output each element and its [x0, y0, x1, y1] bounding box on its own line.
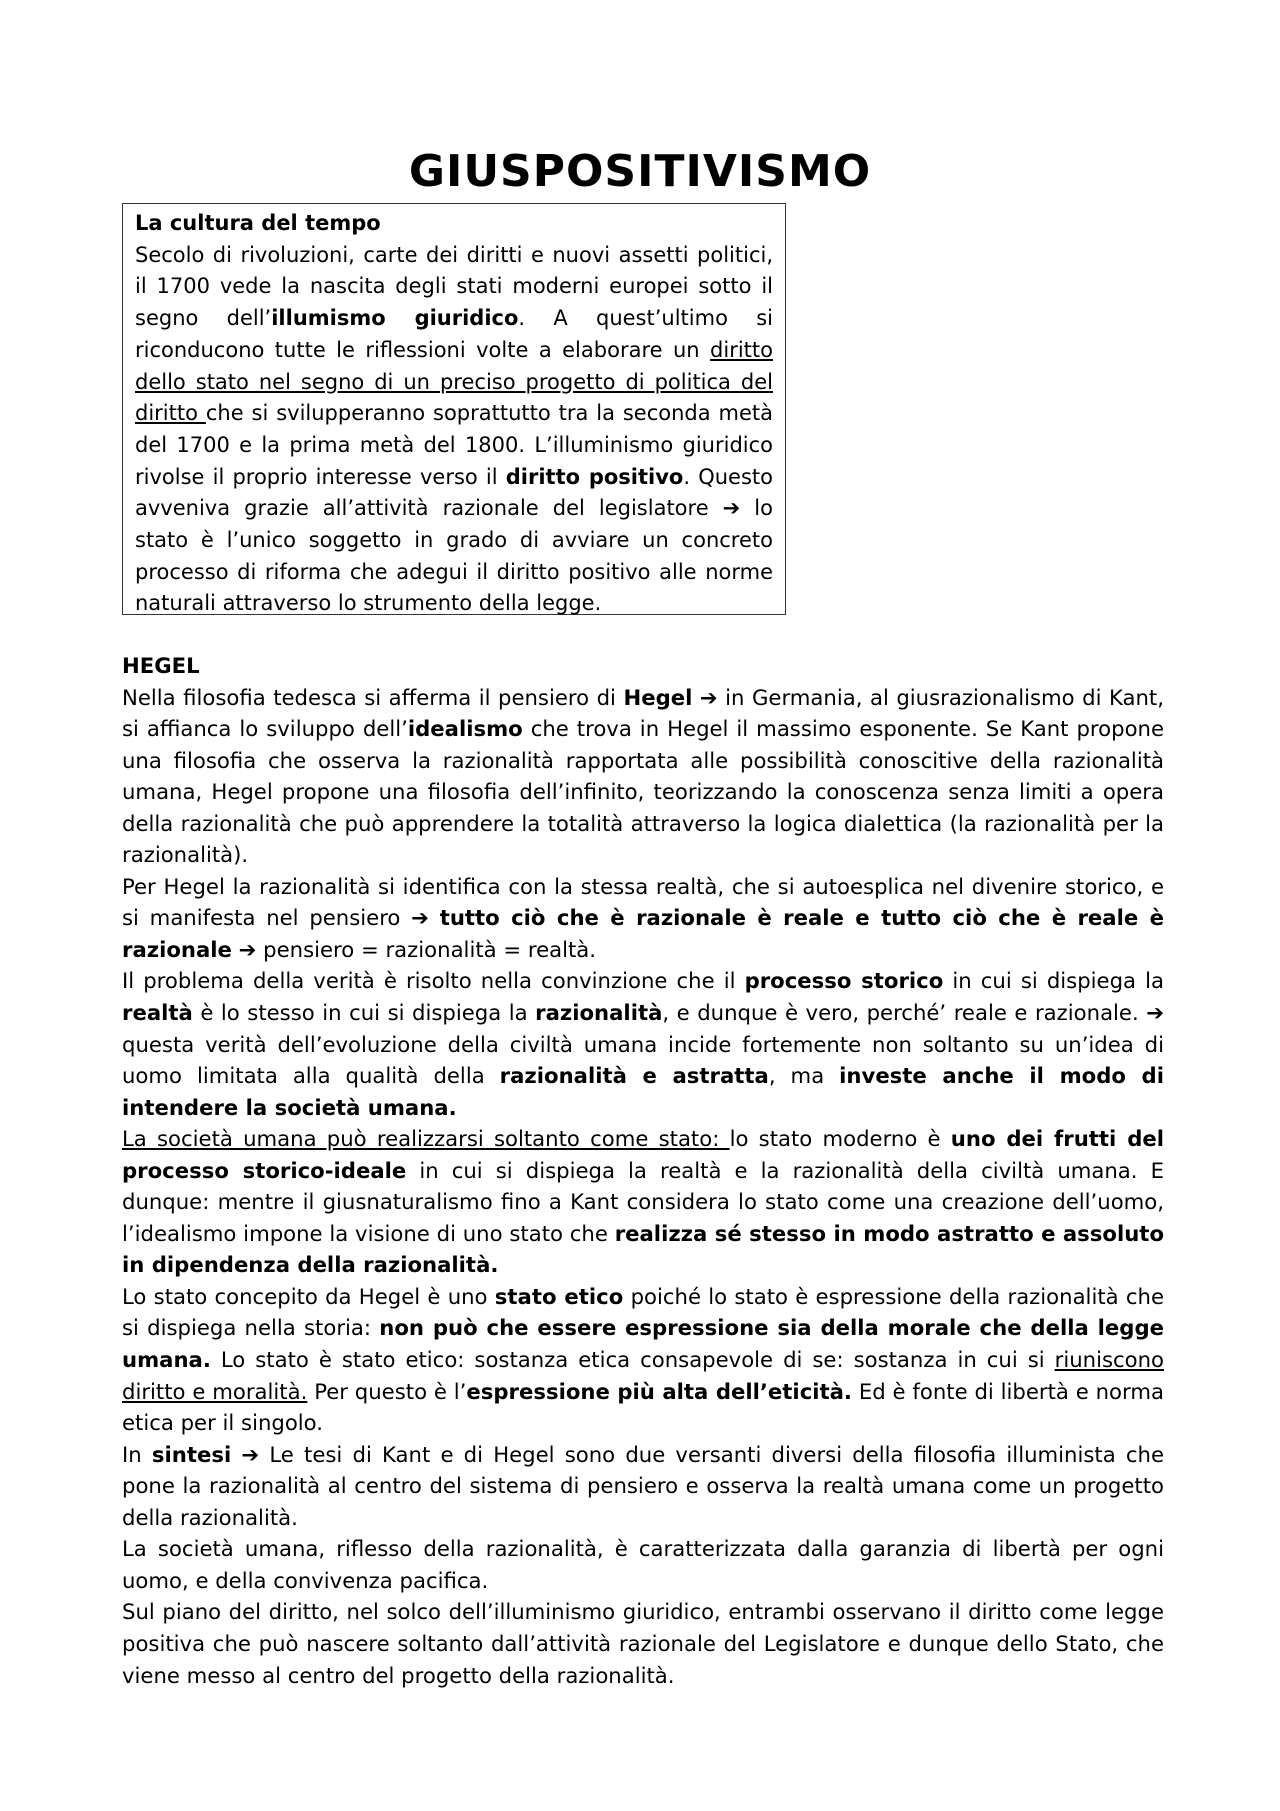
paragraph: Lo stato concepito da Hegel è uno stato etico poiché lo stato è espressione della razionalità che si dispiega nella storia: non può che essere espressione sia della morale che della legge umana. Lo stato è stato etico: sostanza etica consapevole di se: sostanza in cui si riuniscono diritto e moralità. Per questo è l’espressione più alta dell’eticità. Ed è fonte di libertà e norma etica per il singolo. [122, 1283, 1164, 1436]
arrow-right-icon: ➔ [722, 496, 741, 521]
document-title: GIUSPOSITIVISMO [408, 146, 872, 197]
paragraph: Nella filosofia tedesca si afferma il pensiero di Hegel ➔ in Germania, al giusrazionalismo di Kant, si affianca lo sviluppo dell’idealismo che trova in Hegel il massimo esponente. Se Kant propone una filosofia che osserva la razionalità rapportata alle possibilità conoscitive della razionalità umana, Hegel propone una filosofia dell’infinito, teorizzando la conoscenza senza limiti a opera della razionalità che può apprendere la totalità attraverso la logica dialettica (la razionalità per la razionalità). [122, 684, 1165, 868]
box-text: Secolo di rivoluzioni, carte dei diritti e nuovi assetti politici, il 1700 vede la nascita degli stati moderni europei sotto il segno dell’illumismo giuridico. A quest’ultimo si riconducono tutte le riflessioni volte a elaborare un diritto dello stato nel segno di un preciso progetto di politica del diritto che si svilupperanno soprattutto tra la seconda metà del 1700 e la prima metà del 1800. L’illuminismo giuridico rivolse il proprio interesse verso il diritto positivo. Questo avveniva grazie all’attività razionale del legislatore ➔ lo stato è l’unico soggetto in grado di avviare un concreto processo di riforma che adegui il diritto positivo alle norme naturali attraverso lo strumento della legge. [135, 242, 774, 616]
paragraph: Il problema della verità è risolto nella convinzione che il processo storico in cui si dispiega la realtà è lo stesso in cui si dispiega la razionalità, e dunque è vero, perché’ reale e razionale. ➔ questa verità dell’evoluzione della civiltà umana incide fortemente non soltanto su un’idea di uomo limitata alla qualità della razionalità e astratta, ma investe anche il modo di intendere la società umana. [122, 968, 1164, 1120]
paragraph: La società umana, riflesso della razionalità, è caratterizzata dalla garanzia di libertà per ogni uomo, e della convivenza pacifica. [122, 1536, 1164, 1593]
box-heading: La cultura del tempo [135, 211, 381, 235]
arrow-right-icon: ➔ [1146, 1000, 1164, 1026]
arrow-right-icon: ➔ [411, 905, 429, 931]
hegel-section [122, 650, 1164, 1691]
section-heading: HEGEL [122, 653, 200, 678]
paragraph: La società umana può realizzarsi soltanto come stato: lo stato moderno è uno dei frutti del processo storico-ideale in cui si dispiega la realtà e la razionalità della civiltà umana. E dunque: mentre il giusnaturalismo fino a Kant considera lo stato come una creazione dell’uomo, l’idealismo impone la visione di uno stato che realizza sé stesso in modo astratto e assoluto in dipendenza della razionalità. [122, 1126, 1164, 1278]
arrow-right-icon: ➔ [699, 684, 718, 710]
paragraph: Per Hegel la razionalità si identifica con la stessa realtà, che si autoesplica nel divenire storico, e si manifesta nel pensiero ➔ tutto ciò che è razionale è reale e tutto ciò che è reale è razionale ➔ pensiero = razionalità = realtà. [122, 873, 1164, 962]
arrow-right-icon: ➔ [238, 936, 257, 962]
paragraph: Sul piano del diritto, nel solco dell’illuminismo giuridico, entrambi osservano il diritto come legge positiva che può nascere soltanto dall’attività razionale del Legislatore e dunque dello Stato, che viene messo al centro del progetto della razionalità. [122, 1599, 1164, 1688]
paragraph: In sintesi ➔ Le tesi di Kant e di Hegel sono due versanti diversi della filosofia illuminista che pone la razionalità al centro del sistema di pensiero e osserva la realtà umana come un progetto della razionalità. [122, 1441, 1164, 1530]
context-box [122, 203, 786, 615]
arrow-right-icon: ➔ [241, 1441, 260, 1467]
